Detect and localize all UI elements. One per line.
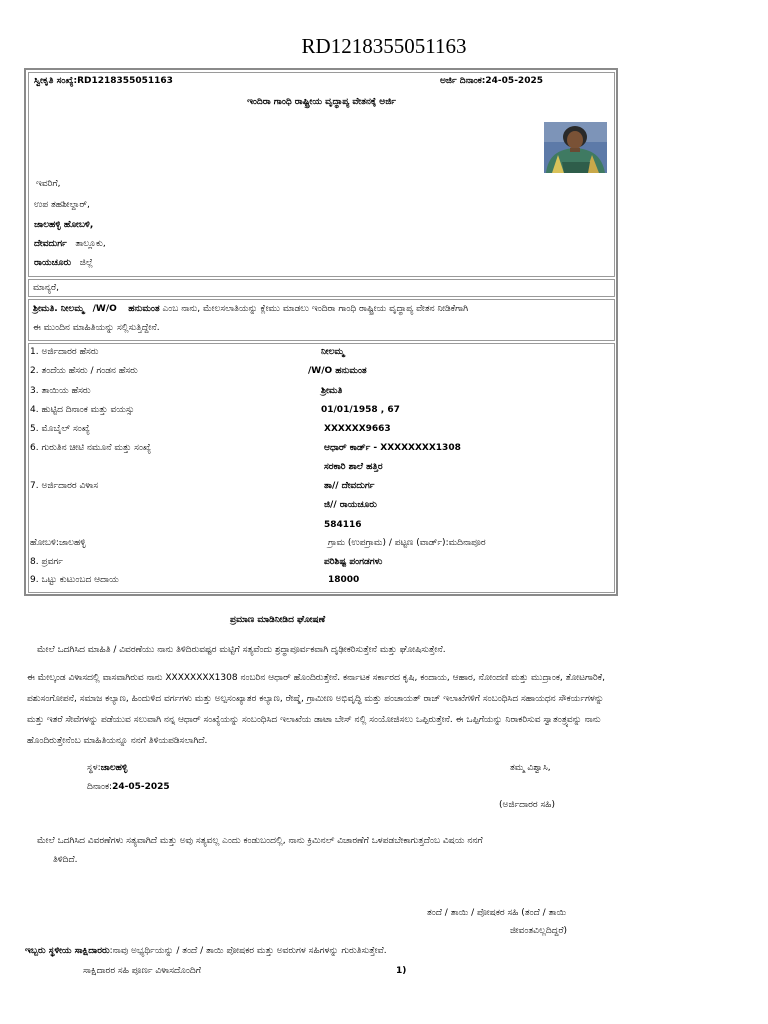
ack-number: ಸ್ವೀಕೃತಿ ಸಂಖ್ಯೆ:RD1218355051163 <box>34 76 173 86</box>
address-line: 584116 <box>324 520 362 530</box>
address-line: ತಾ// ದೇವದುರ್ಗ <box>324 481 375 491</box>
detail-value: XXXXXX9663 <box>324 424 391 434</box>
applicant-photo <box>544 122 607 173</box>
detail-value: /W/O ಹನುಮಂತ <box>308 366 367 376</box>
detail-label: 3. ತಾಯಿಯ ಹೆಸರು <box>30 386 91 396</box>
detail-label: 6. ಗುರುತಿನ ಚೀಟಿ ನಮೂನೆ ಮತ್ತು ಸಂಖ್ಯೆ <box>30 443 152 453</box>
address-district: ರಾಯಚೂರು ಜಿಲ್ಲೆ <box>34 258 93 268</box>
declaration-para-2: ಈ ಮೇಲ್ಕಂಡ ವಿಳಾಸದಲ್ಲಿ ವಾಸವಾಗಿರುವ ನಾನು XXXXXXXX1308 ನಂಬರಿನ ಆಧಾರ್ ಹೊಂದಿರುತ್ತೇನೆ. ಕರ್ನಾಟಕ ಸರ್ಕಾರದ ಕೃಷಿ, ಕಂದಾಯ, ಆಹಾರ, ನೋಂದಣಿ ಮತ್ತು ಮುದ್ರಾಂಕ, ತೋಟಗಾರಿಕೆ, ಪಶುಸಂಗೋಪನೆ, ಸಮಾಜ ಕಲ್ಯಾಣ, ಹಿಂದುಳಿದ ವರ್ಗಗಳು ಮತ್ತು ಅಲ್ಪಸಂಖ್ಯಾತರ ಕಲ್ಯಾಣ, ರೇಷ್ಮೆ, ಗ್ರಾಮೀಣ ಅಭಿವೃದ್ಧಿ ಮತ್ತು ಪಂಚಾಯತ್ ರಾಜ್ ಇಲಾಖೆಗಳಿಗೆ ಸಂಬಂಧಿಸಿದ ಸಹಾಯಧನ ಸೌಕರ್ಯಗಳನ್ನು ಮತ್ತು ಇತರೆ ಸೇವೆಗಳನ್ನು ಪಡೆಯುವ ಸಲುವಾಗಿ ನನ್ನ ಆಧಾರ್ ಸಂಖ್ಯೆಯನ್ನು ಸಂಬಂಧಿಸಿದ ಇಲಾಖೆಯ ಡಾಟಾ ಬೇಸ್ ನಲ್ಲಿ ಸಂಯೋಜಿಸಲು ಒಪ್ಪಿರುತ್ತೇನೆ. ಈ ಒಪ್ಪಿಗೆಯನ್ನು ನಿರಾಕರಿಸುವ ಸ್ವಾತಂತ್ರ್ಯವನ್ನು ನಾನು ಹೊಂದಿರುತ್ತೇನೆಂಬ ಮಾಹಿತಿಯನ್ನೂ ನನಗೆ ತಿಳಿಯಪಡಿಸಲಾಗಿದೆ. <box>27 673 606 746</box>
address-line: ಜಿ// ರಾಯಚೂರು <box>324 500 377 510</box>
intro-line-1: ಶ್ರೀಮತಿ. ನೀಲಮ್ಮ /W/O ಹನುಮಂತ ಎಂಬ ನಾನು, ಮೇಲಸಲಾತಿಯನ್ನು ಕ್ಲೇಮು ಮಾಡಲು ಇಂದಿರಾ ಗಾಂಧಿ ರಾಷ್ಟ್ರೀಯ ವೃದ್ಧಾಪ್ಯ ವೇತನ ನೀಡಿಕೆಗಾಗಿ <box>33 304 469 314</box>
application-date: ಅರ್ಜಿ ದಿನಾಂಕ:24-05-2025 <box>440 76 543 86</box>
detail-label: 5. ಮೊಬೈಲ್ ಸಂಖ್ಯೆ <box>30 424 90 434</box>
address-to: ಇವರಿಗೆ, <box>36 179 61 189</box>
detail-value: ಪರಿಶಿಷ್ಟ ಪಂಗಡಗಳು <box>324 557 383 567</box>
declaration-title: ಪ್ರಮಾಣ ಮಾಡಿನೀಡಿದ ಘೋಷಣೆ <box>230 615 326 625</box>
detail-value: ಆಧಾರ್ ಕಾರ್ಡ್ - XXXXXXXX1308 <box>324 443 461 453</box>
declaration-para-3b: ತಿಳಿದಿದೆ. <box>53 855 78 865</box>
guardian-signature-note: ಜೀವಂತವಿಲ್ಲದಿದ್ದರೆ) <box>510 926 567 936</box>
detail-value: 01/01/1958 , 67 <box>321 405 400 415</box>
details-box <box>28 343 615 593</box>
detail-label: 9. ಒಟ್ಟು ಕುಟುಂಬದ ಆದಾಯ <box>30 575 119 585</box>
declaration-para-1: ಮೇಲೆ ಒದಗಿಸಿದ ಮಾಹಿತಿ / ವಿವರಣೆಯು ನಾನು ತಿಳಿದಿರುವಷ್ಟರ ಮಟ್ಟಿಗೆ ಸತ್ಯವೆಂದು ಶ್ರದ್ಧಾಪೂರ್ವಕವಾಗಿ ದೃಢೀಕರಿಸುತ್ತೇನೆ ಮತ್ತು ಘೋಷಿಸುತ್ತೇನೆ. <box>37 645 446 655</box>
address-line: ಸರಕಾರಿ ಶಾಲೆ ಹತ್ತಿರ <box>324 462 383 472</box>
detail-label: 4. ಹುಟ್ಟಿದ ದಿನಾಂಕ ಮತ್ತು ವಯಸ್ಸು <box>30 405 135 415</box>
salutation: ಮಾನ್ಯರೆ, <box>33 283 59 293</box>
address-taluk: ದೇವದುರ್ಗ ತಾಲ್ಲೂಕು, <box>34 239 106 249</box>
yours-faithfully: ತಮ್ಮ ವಿಶ್ವಾಸಿ, <box>510 763 551 773</box>
detail-label: 8. ಪ್ರವರ್ಗ <box>30 557 63 567</box>
detail-value: ನೀಲಮ್ಮ <box>321 347 345 357</box>
salutation-box <box>28 279 615 297</box>
detail-label: 7. ಅರ್ಜಿದಾರರ ವಿಳಾಸ <box>30 481 99 491</box>
declaration-date: ದಿನಾಂಕ:24-05-2025 <box>87 782 170 792</box>
address-hobli: ಜಾಲಹಳ್ಳಿ ಹೋಬಳಿ, <box>34 220 94 230</box>
document-id: RD1218355051163 <box>301 34 467 58</box>
witness-signature: ಸಾಕ್ಷಿದಾರರ ಸಹಿ ಪೂರ್ಣ ವಿಳಾಸದೊಂದಿಗೆ <box>83 966 201 976</box>
form-title: ಇಂದಿರಾ ಗಾಂಧಿ ರಾಷ್ಟ್ರೀಯ ವೃದ್ಧಾಪ್ಯ ವೇತನಕ್ಕೆ ಅರ್ಜಿ <box>247 97 396 107</box>
witness-number: 1) <box>396 966 407 976</box>
applicant-signature: (ಅರ್ಜಿದಾರರ ಸಹಿ) <box>499 800 555 810</box>
intro-line-2: ಈ ಮುಂದಿನ ಮಾಹಿತಿಯನ್ನು ಸಲ್ಲಿಸುತ್ತಿದ್ದೇನೆ. <box>33 323 160 333</box>
place: ಸ್ಥಳ:ಜಾಲಹಳ್ಳಿ <box>87 763 128 773</box>
hobli-label: ಹೋಬಳಿ:ಜಾಲಹಳ್ಳಿ <box>30 538 86 548</box>
address-officer: ಉಪ ತಹಶೀಲ್ದಾರ್, <box>34 200 90 210</box>
detail-value: ಶ್ರೀಮತಿ <box>321 386 343 396</box>
detail-label: 2. ತಂದೆಯ ಹೆಸರು / ಗಂಡನ ಹೆಸರು <box>30 366 138 376</box>
detail-label: 1. ಅರ್ಜಿದಾರರ ಹೆಸರು <box>30 347 99 357</box>
detail-value: 18000 <box>328 575 360 585</box>
guardian-signature: ತಂದೆ / ತಾಯಿ / ಪೋಷಕರ ಸಹಿ (ತಂದೆ / ತಾಯಿ <box>427 908 567 918</box>
village-ward: ಗ್ರಾಮ (ಉಪಗ್ರಾಮ) / ಪಟ್ಟಣ (ವಾರ್ಡ್):ಮದಿನಾಪೂರ <box>328 538 486 548</box>
declaration-para-3: ಮೇಲೆ ಒದಗಿಸಿದ ವಿವರಣೆಗಳು ಸತ್ಯವಾಗಿದೆ ಮತ್ತು ಅವು ಸತ್ಯವಲ್ಲ ಎಂದು ಕಂಡುಬಂದಲ್ಲಿ, ನಾನು ಕ್ರಿಮಿನಲ್ ವಿಚಾರಣೆಗೆ ಒಳಪಡಬೇಕಾಗುತ್ತದೆಂಬ ವಿಷಯ ನನಗೆ <box>37 836 483 846</box>
witness-line: ಇಬ್ಬರು ಸ್ಥಳೀಯ ಸಾಕ್ಷಿದಾರರು:ನಾವು ಅಭ್ಯರ್ಥಿಯನ್ನು / ತಂದೆ / ತಾಯಿ ಪೋಷಕರ ಮತ್ತು ಅವರುಗಳ ಸಹಿಗಳನ್ನು ಗುರುತಿಸುತ್ತೇವೆ. <box>25 946 387 956</box>
